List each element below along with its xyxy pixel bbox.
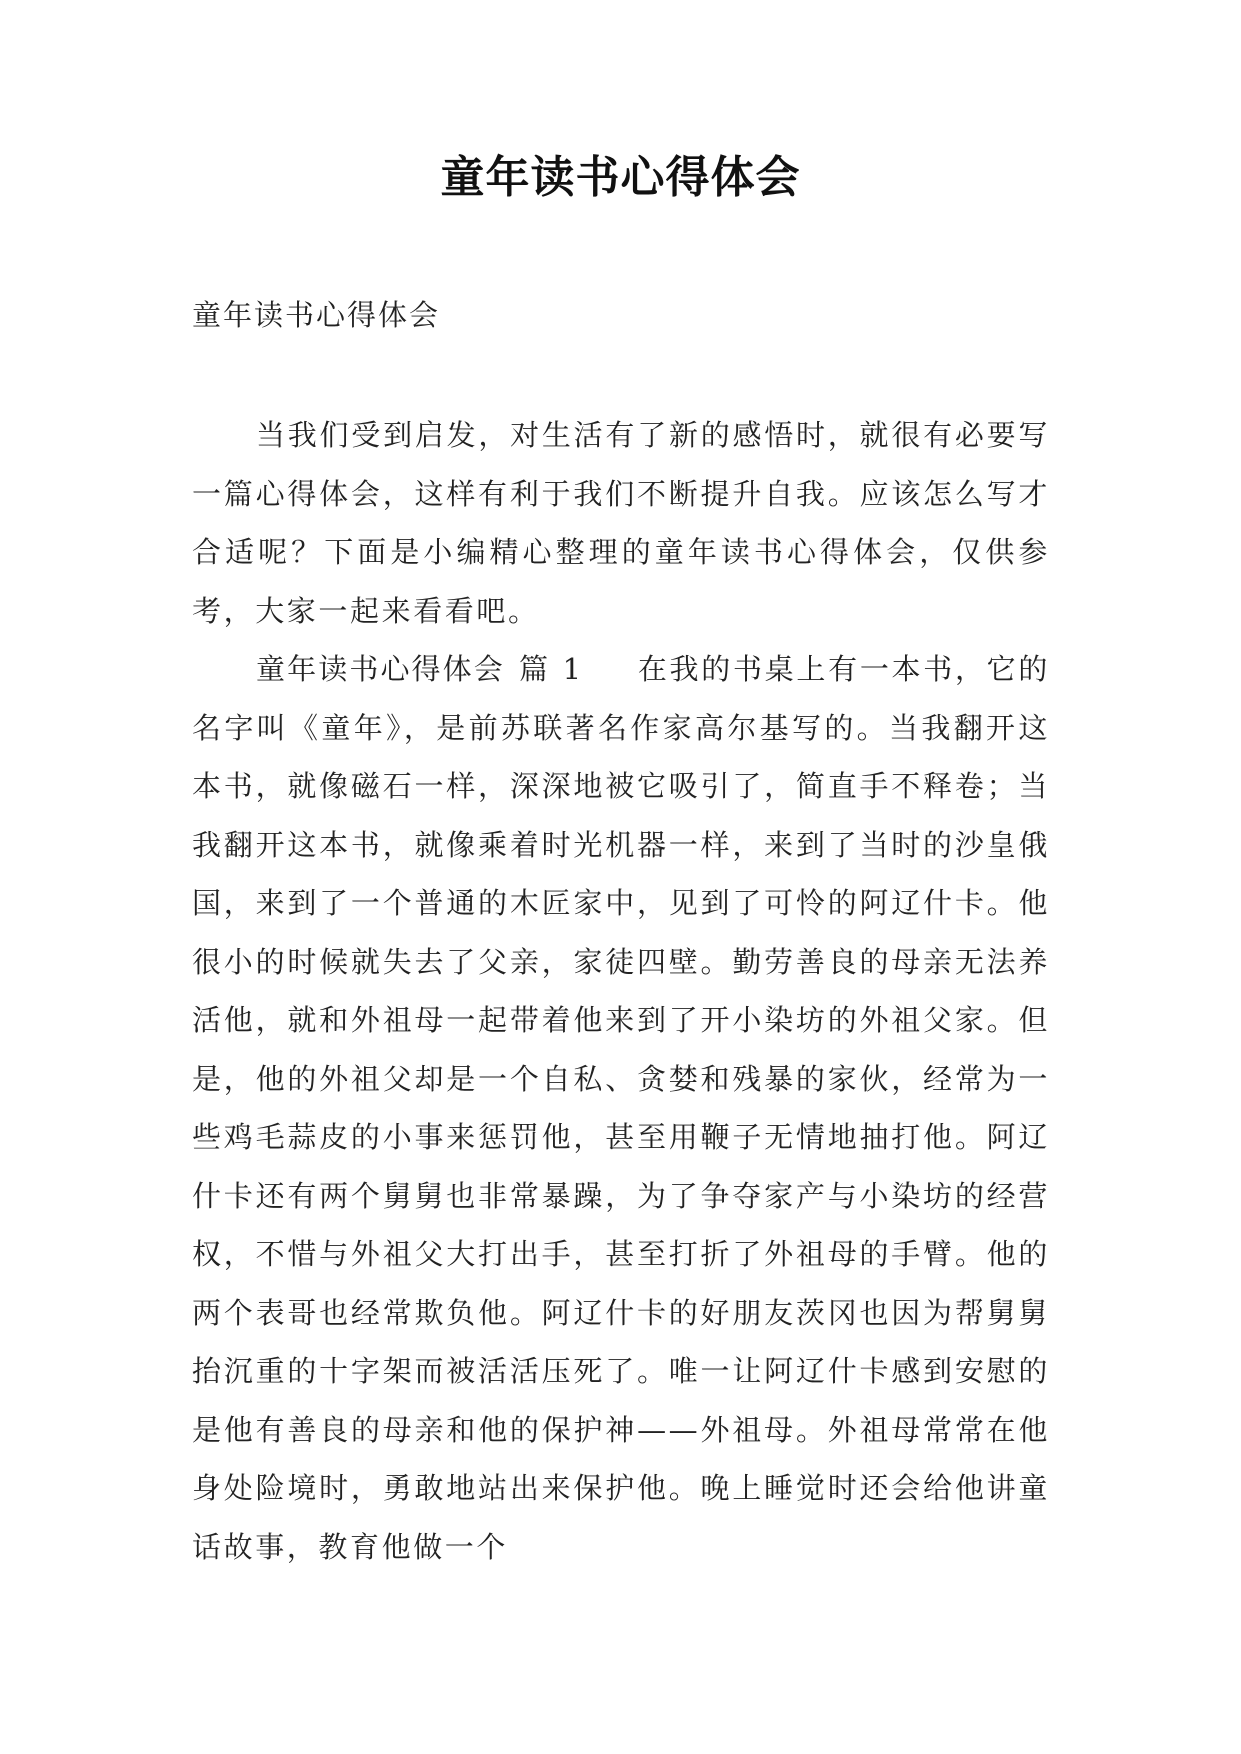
intro-paragraph: 当我们受到启发，对生活有了新的感悟时，就很有必要写一篇心得体会，这样有利于我们不断提升自我。应该怎么写才合适呢？下面是小编精心整理的童年读书心得体会，仅供参考，大家一起来看看吧。 (192, 418, 1050, 628)
section-paragraph (192, 640, 1050, 1576)
section-text: 在我的书桌上有一本书，它的名字叫《童年》，是前苏联著名作家高尔基写的。当我翻开这本书，就像磁石一样，深深地被它吸引了，简直手不释卷；当我翻开这本书，就像乘着时光机器一样，来到了当时的沙皇俄国，来到了一个普通的木匠家中，见到了可怜的阿辽什卡。他很小的时候就失去了父亲，家徒四壁。勤劳善良的母亲无法养活他，就和外祖母一起带着他来到了开小染坊的外祖父家。但是，他的外祖父却是一个自私、贪婪和残暴的家伙，经常为一些鸡毛蒜皮的小事来惩罚他，甚至用鞭子无情地抽打他。阿辽什卡还有两个舅舅也非常暴躁，为了争夺家产与小染坊的经营权，不惜与外祖父大打出手，甚至打折了外祖母的手臂。他的两个表哥也经常欺负他。阿辽什卡的好朋友茨冈也因为帮舅舅抬沉重的十字架而被活活压死了。唯一让阿辽什卡感到安慰的是他有善良的母亲和他的保护神——外祖母。外祖母常常在他身处险境时，勇敢地站出来保护他。晚上睡觉时还会给他讲童话故事，教育他做一个 (192, 652, 1050, 1564)
document-title: 童年读书心得体会 (440, 152, 801, 203)
section-label: 童年读书心得体会 (256, 652, 505, 686)
section-number: 篇 1 (518, 652, 584, 686)
document-subtitle: 童年读书心得体会 (192, 298, 441, 332)
document-body (192, 406, 1050, 1576)
